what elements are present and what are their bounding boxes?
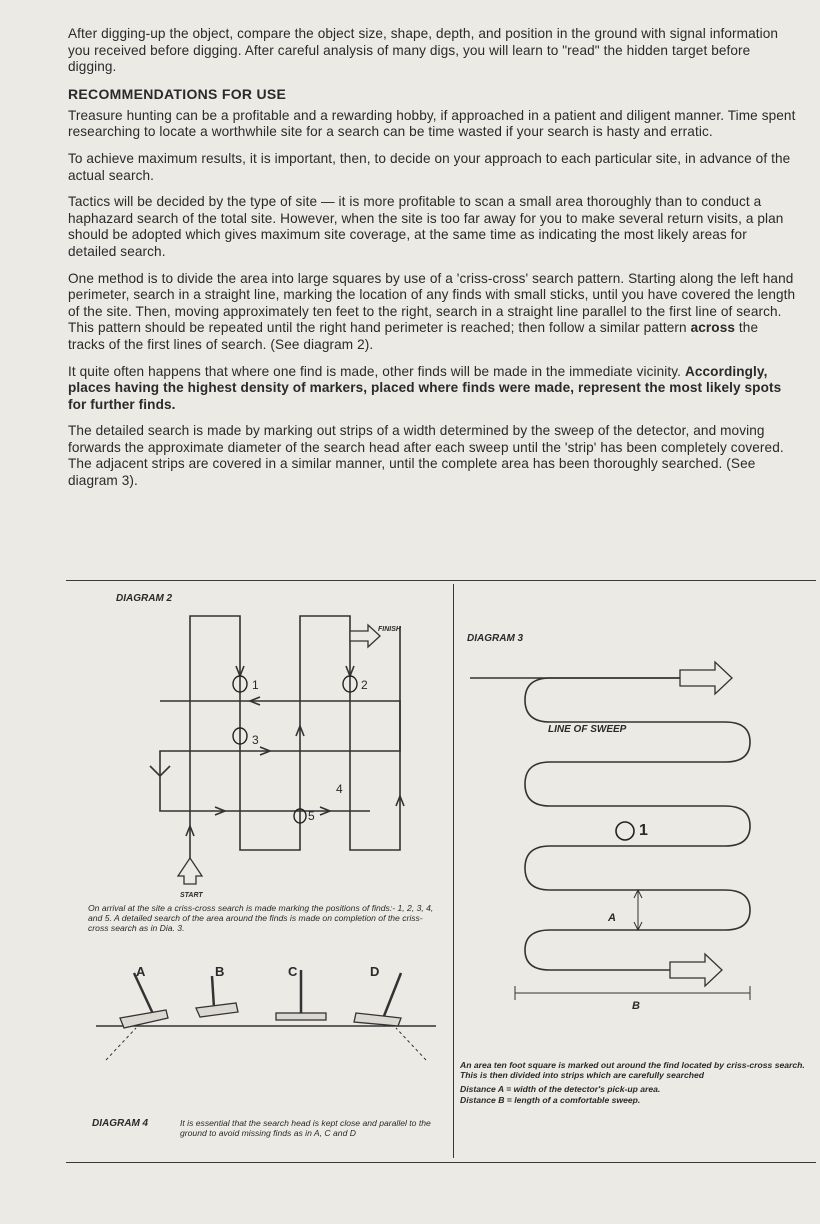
diagram3-title: DIAGRAM 3: [467, 633, 524, 644]
diagram2-caption: On arrival at the site a criss-cross search is made marking the positions of finds:- 1, 2, 3, 4, and 5. A detailed search of the area around the finds is made on completion of the criss-cross search as in Dia. 3.: [88, 903, 434, 933]
find-label-2: 2: [361, 678, 368, 692]
finish-arrow: [350, 625, 380, 647]
paragraph-tactics: Tactics will be decided by the type of site — it is more profitable to scan a small area thoroughly than to conduct a haphazard search of the total site. However, when the site is too far away for you to make several return visits, a plan should be adopted which gives maximum site coverage, at the same time as indicating the most likely areas for detailed search.: [68, 194, 784, 259]
find-label-5: 5: [308, 809, 315, 823]
diagram3-figure: [470, 650, 760, 1020]
search-path-vertical: [190, 616, 400, 884]
distance-b-label: B: [632, 1000, 640, 1012]
detail-find-label: 1: [639, 822, 648, 839]
detector-label-a: A: [136, 964, 146, 979]
paragraph-results: To achieve maximum results, it is important, then, to decide on your approach to each particular site, in advance of the actual search.: [68, 150, 791, 183]
section-heading: RECOMMENDATIONS FOR USE: [68, 85, 287, 102]
top-separator: [66, 580, 816, 581]
detector-label-c: C: [288, 964, 298, 979]
text-column: [68, 26, 798, 500]
paragraph-hobby: Treasure hunting can be a profitable and a rewarding hobby, if approached in a patient and diligent manner. Time spent researching to locate a worthwhile site for a search can be time wasted if your search is hasty and erratic.: [68, 107, 796, 140]
start-label: START: [180, 892, 203, 899]
detector-b: [196, 976, 238, 1017]
diagram4-title: DIAGRAM 4: [92, 1118, 149, 1129]
finish-label: FINISH: [378, 626, 401, 633]
start-arrow: [178, 858, 202, 884]
find-label-3: 3: [252, 733, 259, 747]
paragraph-finds: It quite often happens that where one find is made, other finds will be made in the immediate vicinity. Accordingly, places having the highest density of markers, placed where finds were made, represent the most likely spots for further finds.: [68, 363, 782, 412]
distance-a-label: A: [608, 912, 616, 924]
detector-a: [120, 973, 168, 1028]
find-marker-detail: [616, 822, 634, 840]
detector-c: [276, 970, 326, 1020]
diagram4-figure: [96, 958, 436, 1078]
diagram2-title: DIAGRAM 2: [116, 593, 173, 604]
detector-label-d: D: [370, 964, 380, 979]
sweep-entry-arrow: [680, 662, 732, 694]
find-label-1: 1: [252, 678, 259, 692]
line-of-sweep-label: LINE OF SWEEP: [548, 724, 627, 735]
diagram3-caption: An area ten foot square is marked out around the find located by criss-cross search. This is then divided into strips which are carefully searched: [460, 1060, 805, 1080]
intro-paragraph: After digging-up the object, compare the object size, shape, depth, and position in the ground with signal information you received before digging. After careful analysis of many digs, you will learn to "read" the hidden target before digging.: [68, 26, 779, 75]
diagram3-legend-b: Distance B = length of a comfortable sweep.: [460, 1095, 641, 1105]
sweep-exit-arrow: [670, 954, 722, 986]
diagram4-caption: It is essential that the search head is kept close and parallel to the ground to avoid missing finds as in A, C and D: [180, 1118, 431, 1138]
diagram2-figure: [140, 606, 440, 896]
column-separator: [453, 584, 454, 1158]
diagram3-legend-a: Distance A = width of the detector's pick-up area.: [460, 1084, 661, 1094]
detector-label-b: B: [215, 964, 225, 979]
detector-d: [354, 973, 401, 1026]
find-label-4: 4: [336, 782, 343, 796]
paragraph-criss-cross: One method is to divide the area into large squares by use of a 'criss-cross' search pattern. Starting along the left hand perimeter, search in a straight line, marking the location of any finds with small sticks, until you have covered the length of the site. Then, moving approximately ten feet to the right, search in a straight line parallel to the first line of search. This pattern should be repeated until the right hand perimeter is reached; then follow a similar pattern across the tracks of the first lines of search. (See diagram 2).: [68, 270, 796, 352]
bottom-separator: [66, 1162, 816, 1163]
paragraph-detailed-search: The detailed search is made by marking out strips of a width determined by the sweep of the detector, and moving forwards the approximate diameter of the search head after each sweep until the 'strip' has been completely covered. The adjacent strips are covered in a similar manner, until the complete area has been thoroughly searched. (See diagram 3).: [68, 423, 784, 489]
search-path-horizontal: [160, 701, 400, 811]
